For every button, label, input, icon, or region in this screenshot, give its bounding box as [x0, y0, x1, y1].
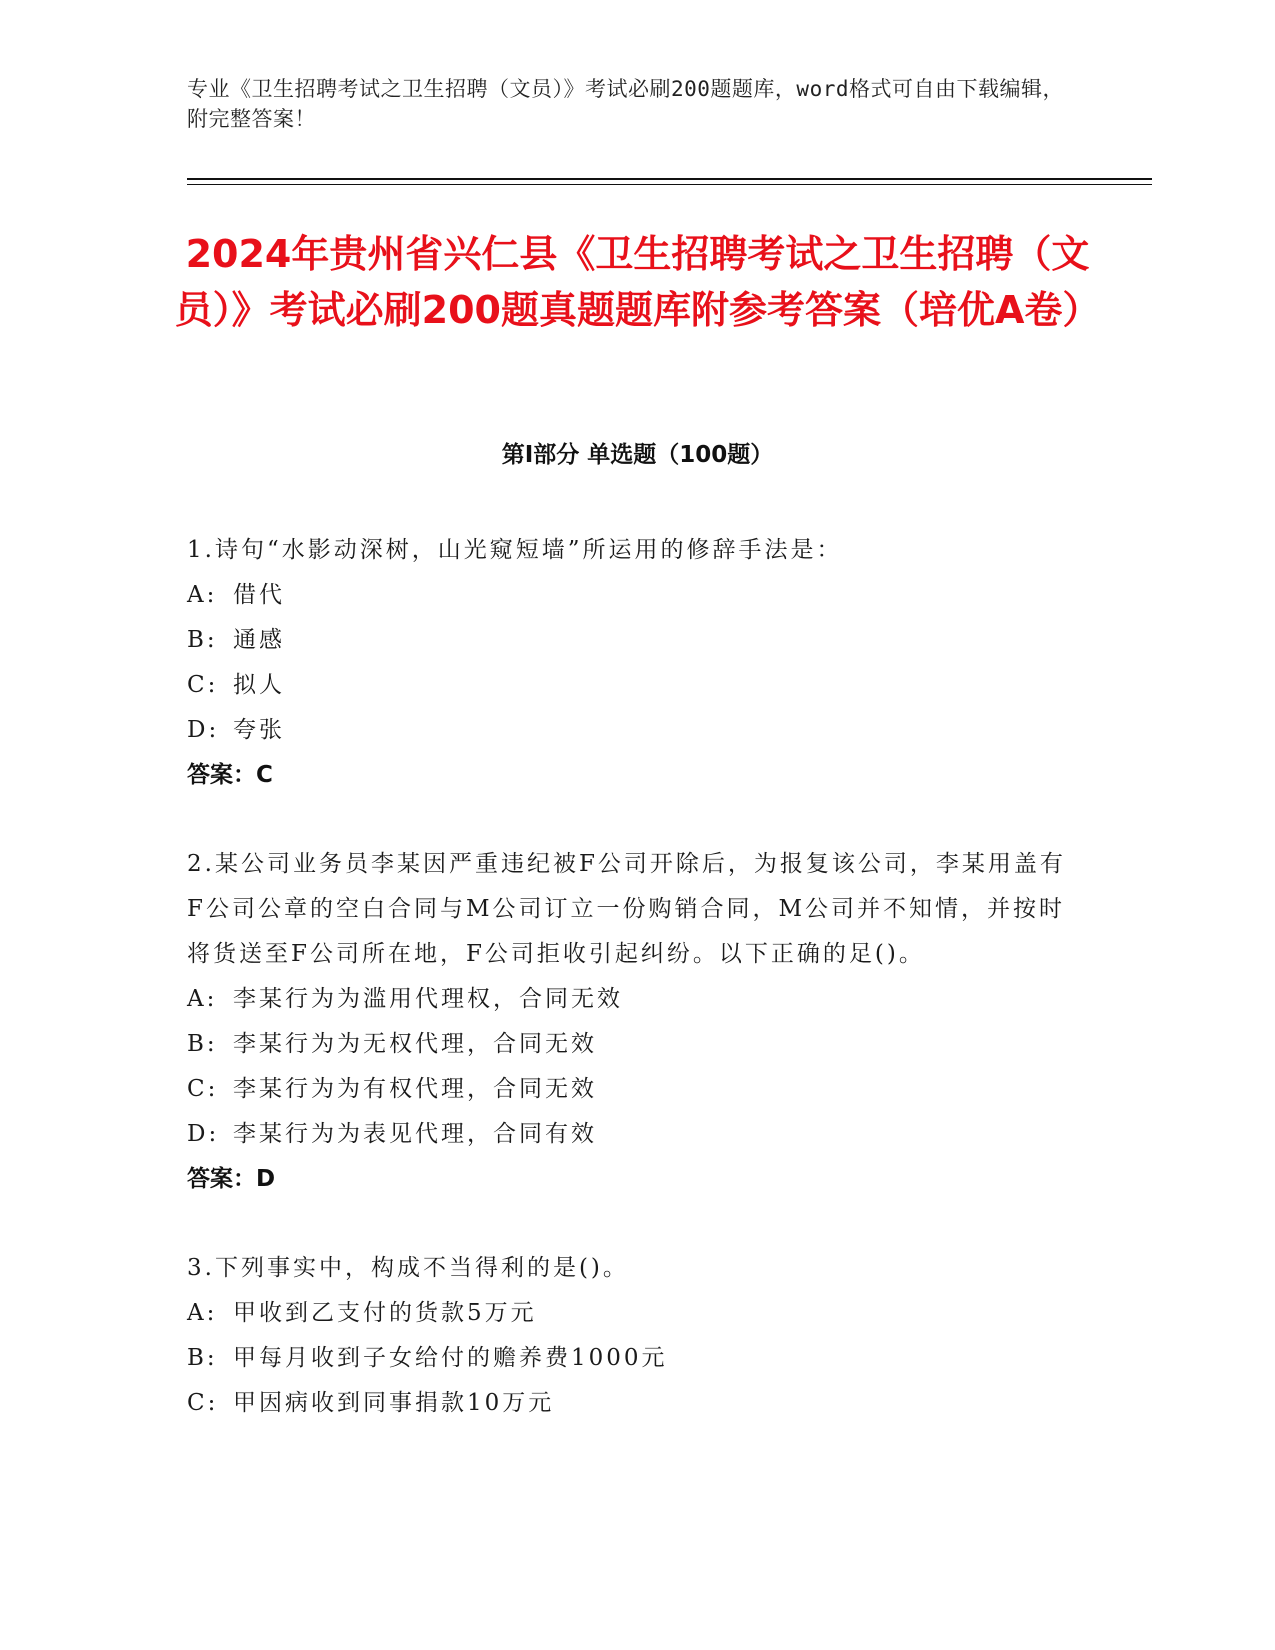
option-key: D:: [187, 1121, 220, 1147]
question-2: [187, 842, 1077, 1202]
option-key: B:: [187, 627, 218, 653]
option-key: C:: [187, 1390, 219, 1416]
option-key: A:: [187, 582, 218, 608]
option-a: [187, 573, 1077, 618]
option-text: 李某行为为无权代理，合同无效: [233, 1031, 597, 1057]
option-d: [187, 1112, 1077, 1157]
option-a: [187, 1291, 1077, 1336]
option-key: D:: [187, 717, 220, 743]
option-key: C:: [187, 1076, 219, 1102]
option-text: 李某行为为表见代理，合同有效: [233, 1121, 597, 1147]
answer-line: 答案：C: [187, 762, 273, 788]
option-key: B:: [187, 1031, 218, 1057]
option-text: 夸张: [233, 717, 285, 743]
option-text: 李某行为为有权代理，合同无效: [233, 1076, 597, 1102]
option-text: 甲因病收到同事捐款10万元: [233, 1390, 555, 1416]
option-text: 拟人: [233, 672, 285, 698]
question-list: [187, 528, 1077, 1470]
option-key: B:: [187, 1345, 218, 1371]
option-text: 通感: [233, 627, 285, 653]
option-text: 李某行为为滥用代理权，合同无效: [233, 986, 623, 1012]
question-1: [187, 528, 1077, 798]
option-b: [187, 1336, 1077, 1381]
option-c: [187, 1067, 1077, 1112]
option-text: 甲收到乙支付的货款5万元: [233, 1300, 537, 1326]
option-text: 甲每月收到子女给付的赡养费1000元: [233, 1345, 668, 1371]
section-heading: 第I部分 单选题（100题）: [501, 442, 774, 468]
question-3: [187, 1246, 1077, 1426]
header-note: 专业《卫生招聘考试之卫生招聘（文员）》考试必刷200题题库，word格式可自由下载编辑，附完整答案！: [187, 77, 1064, 131]
option-c: [187, 1381, 1077, 1426]
option-key: C:: [187, 672, 219, 698]
header-divider-thick: [187, 178, 1152, 180]
question-stem: 3.下列事实中，构成不当得利的是()。: [187, 1255, 629, 1281]
option-d: [187, 708, 1077, 753]
option-key: A:: [187, 986, 218, 1012]
header-divider-thin: [187, 184, 1152, 185]
option-b: [187, 618, 1077, 663]
document-title: 2024年贵州省兴仁县《卫生招聘考试之卫生招聘（文员）》考试必刷200题真题题库附参考答案（培优A卷）: [174, 232, 1101, 332]
option-text: 借代: [233, 582, 285, 608]
option-b: [187, 1022, 1077, 1067]
option-c: [187, 663, 1077, 708]
option-key: A:: [187, 1300, 218, 1326]
answer-line: 答案：D: [187, 1166, 276, 1192]
question-stem: 2.某公司业务员李某因严重违纪被F公司开除后，为报复该公司，李某用盖有F公司公章的空白合同与M公司订立一份购销合同，M公司并不知情，并按时将货送至F公司所在地，F公司拒收引起纠纷。以下正确的足()。: [187, 851, 1066, 967]
option-a: [187, 977, 1077, 1022]
question-stem: 1.诗句“水影动深树，山光窥短墙”所运用的修辞手法是：: [187, 537, 843, 563]
